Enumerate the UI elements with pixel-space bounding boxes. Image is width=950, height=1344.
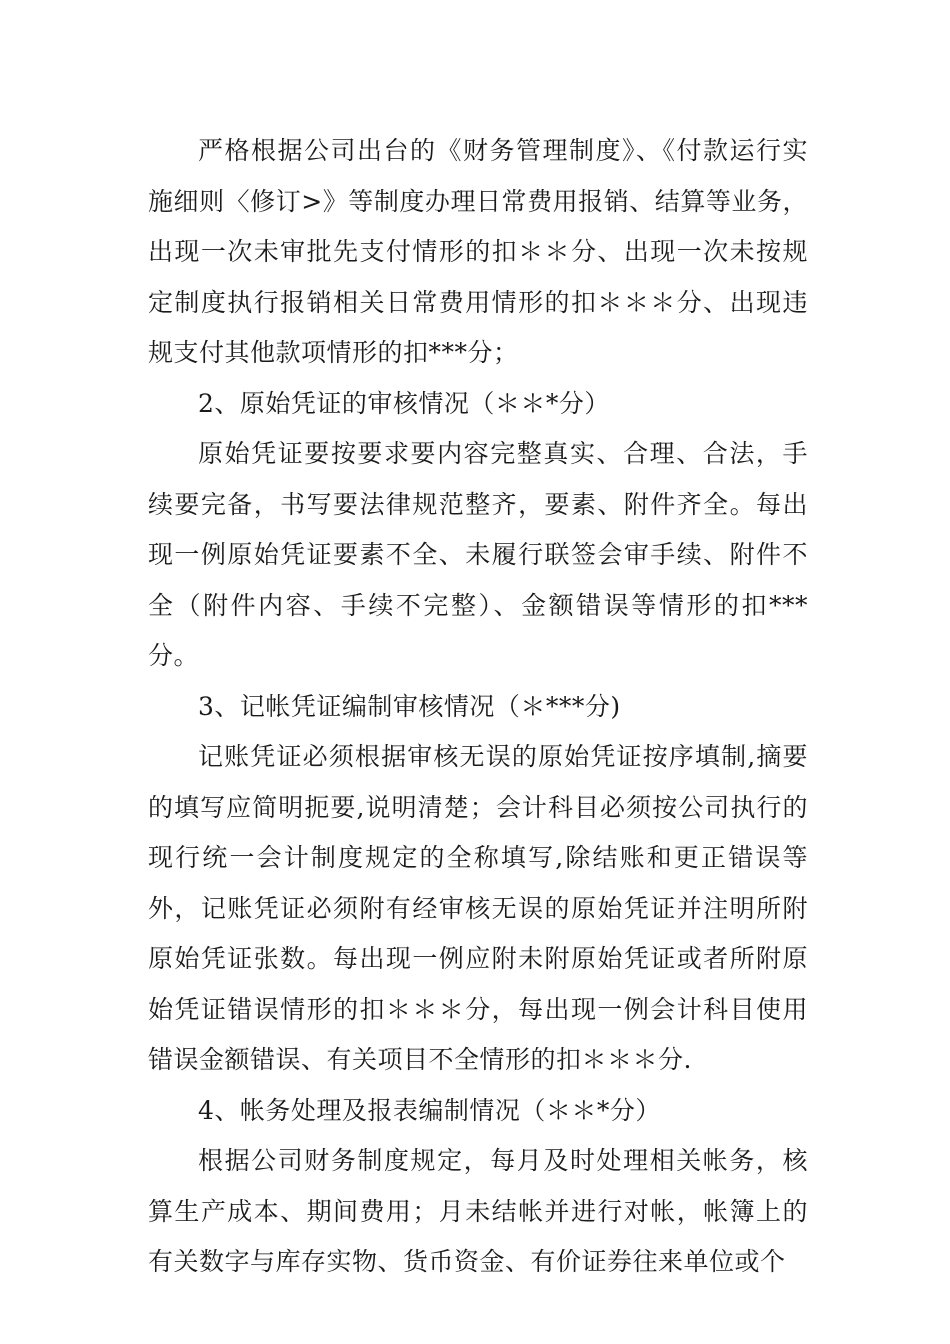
paragraph-accounting-and-reports: 根据公司财务制度规定，每月及时处理相关帐务，核算生产成本、期间费用；月未结帐并进行对帐，帐簿上的有关数字与库存实物、货币资金、有价证券往来单位或个 [148,1146,808,1276]
heading-original-voucher-review: 2、原始凭证的审核情况（＊＊*分） [198,388,610,418]
paragraph-original-voucher-review: 原始凭证要按要求要内容完整真实、合理、合法，手续要完备，书写要法律规范整齐，要素、附件齐全。每出现一例原始凭证要素不全、未履行联签会审手续、附件不全（附件内容、手续不完整）、金额错误等情形的扣***分。 [148,439,808,670]
heading-accounting-and-reports: 4、帐务处理及报表编制情况（＊＊*分） [198,1095,661,1125]
document-body [148,126,808,1288]
heading-bookkeeping-voucher-review: 3、记帐凭证编制审核情况（＊***分) [198,691,621,721]
paragraph-bookkeeping-voucher-review: 记账凭证必须根据审核无误的原始凭证按序填制,摘要的填写应简明扼要,说明清楚；会计科目必须按公司执行的现行统一会计制度规定的全称填写,除结账和更正错误等外，记账凭证必须附有经审核无误的原始凭证并注明所附原始凭证张数。每出现一例应附未附原始凭证或者所附原始凭证错误情形的扣＊＊＊分，每出现一例会计科目使用错误金额错误、有关项目不全情形的扣＊＊＊分. [148,742,808,1074]
paragraph-expense-reimbursement: 严格根据公司出台的《财务管理制度》、《付款运行实施细则〈修订>》等制度办理日常费用报销、结算等业务，出现一次未审批先支付情形的扣＊＊分、出现一次未按规定制度执行报销相关日常费用情形的扣＊＊＊分、出现违规支付其他款项情形的扣***分； [148,136,808,367]
